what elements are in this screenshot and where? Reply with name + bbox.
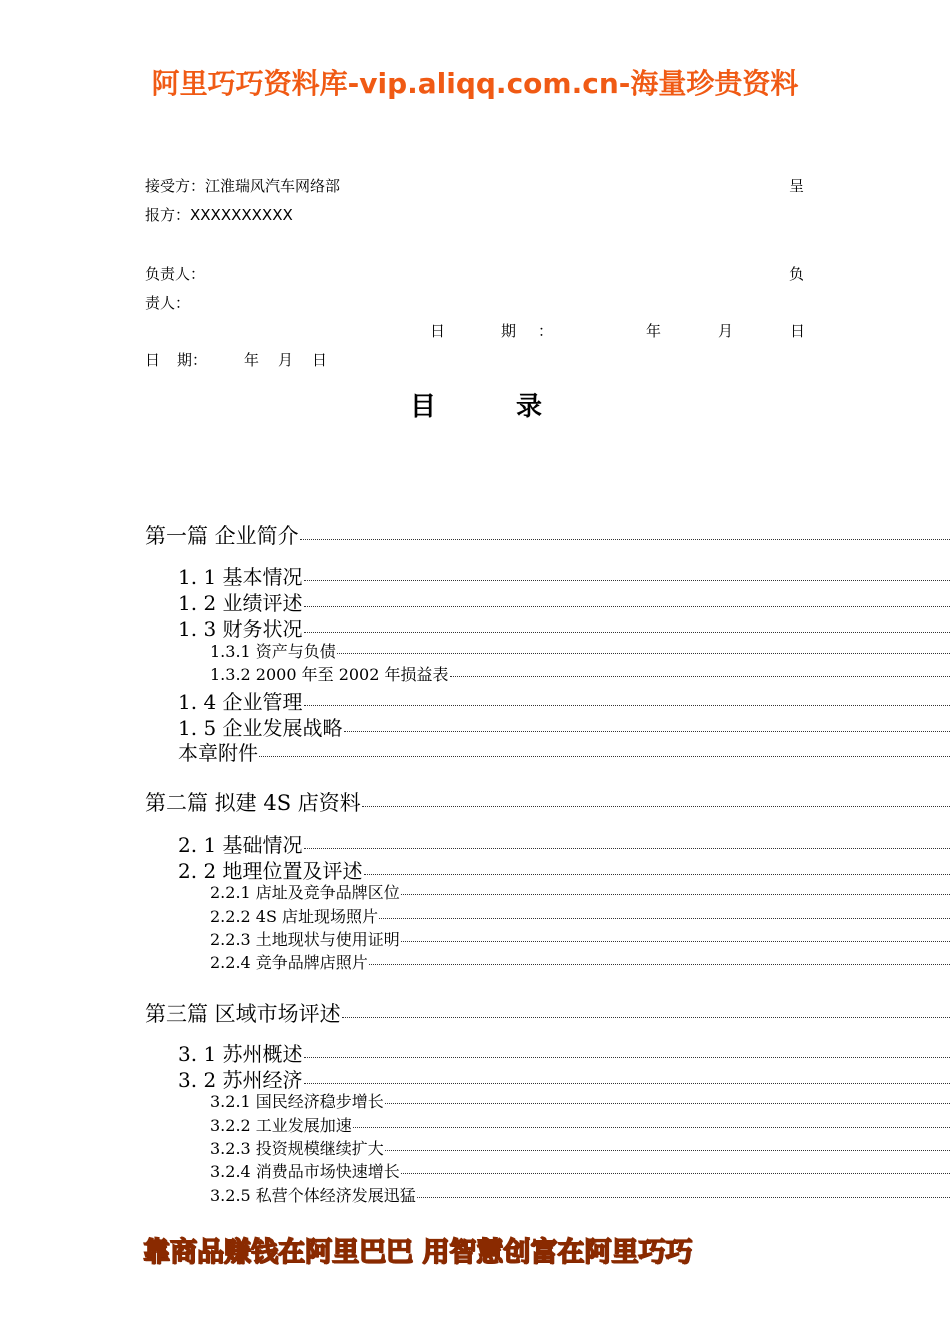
toc-entry-label: 1.3.2 2000 年至 2002 年损益表 (210, 665, 449, 684)
toc-entry[interactable] (210, 880, 950, 903)
toc-leader (304, 705, 950, 706)
toc-entry[interactable] (210, 662, 950, 685)
toc-leader (300, 539, 950, 540)
toc-leader (364, 874, 950, 875)
toc-leader (342, 1017, 950, 1018)
toc-entry[interactable] (210, 1089, 950, 1112)
toc-entry-label: 1. 3 财务状况 (178, 617, 303, 641)
date-ri: 日 (430, 322, 446, 340)
toc-entry-label: 1. 1 基本情况 (178, 565, 303, 589)
toc-entry-label: 2.2.3 土地现状与使用证明 (210, 930, 400, 949)
date-left-ri: 日 (145, 351, 161, 369)
submit-char: 呈 (789, 177, 805, 195)
date-left-ri2: 日 (312, 351, 328, 369)
toc-entry-label: 第二篇 拟建 4S 店资料 (145, 791, 361, 815)
toc-entry-label: 2.2.2 4S 店址现场照片 (210, 907, 379, 926)
toc-entry[interactable] (210, 1159, 950, 1182)
toc-entry[interactable] (178, 613, 950, 642)
toc-entry-label: 1.3.1 资产与负债 (210, 642, 336, 661)
toc-entry-label: 3.2.1 国民经济稳步增长 (210, 1092, 384, 1111)
toc-entry-label: 2.2.4 竞争品牌店照片 (210, 953, 368, 972)
date-qi: 期 (501, 322, 517, 340)
date-left-qi: 期： (177, 351, 208, 369)
toc-entry-label: 3. 1 苏州概述 (178, 1042, 303, 1066)
toc-leader (304, 1057, 950, 1058)
toc-leader (379, 918, 950, 919)
toc-title (410, 386, 542, 423)
person-char: 负 (789, 265, 805, 283)
recipient-line: 接受方：江淮瑞风汽车网络部 (145, 177, 341, 195)
toc-title-char-2: 录 (516, 392, 543, 422)
toc-entry-label: 3.2.3 投资规模继续扩大 (210, 1139, 384, 1158)
toc-entry[interactable] (210, 950, 950, 973)
toc-entry-label: 2.2.1 店址及竞争品牌区位 (210, 883, 400, 902)
date-colon: ： (538, 322, 554, 340)
toc-entry[interactable] (210, 639, 950, 662)
toc-entry-label: 3.2.2 工业发展加速 (210, 1116, 352, 1135)
bottom-banner: 靠商品赚钱在阿里巴巴 用智慧创富在阿里巧巧 (143, 1237, 693, 1268)
toc-entry[interactable] (145, 787, 950, 817)
toc-entry-label: 1. 2 业绩评述 (178, 591, 303, 615)
toc-leader (259, 756, 950, 757)
toc-leader (401, 1173, 950, 1174)
toc-entry[interactable] (210, 1136, 950, 1159)
toc-leader (401, 894, 950, 895)
toc-entry[interactable] (178, 1038, 950, 1067)
person-in-charge-label: 负责人： (145, 265, 206, 283)
toc-leader (385, 1150, 950, 1151)
toc-entry-label: 3.2.5 私营个体经济发展迅猛 (210, 1186, 416, 1205)
top-banner: 阿里巧巧资料库-vip.aliqq.com.cn-海量珍贵资料 (151, 67, 799, 100)
date-ri2: 日 (790, 322, 806, 340)
toc-leader (337, 653, 950, 654)
person-in-charge-cont: 责人： (145, 294, 191, 312)
toc-entry-label: 第三篇 区域市场评述 (145, 1002, 341, 1026)
toc-leader (353, 1127, 950, 1128)
toc-entry[interactable] (145, 998, 950, 1028)
toc-title-char-1: 目 (410, 392, 437, 422)
toc-entry-label: 1. 4 企业管理 (178, 690, 303, 714)
toc-entry[interactable] (178, 686, 950, 715)
toc-entry-label: 2. 2 地理位置及评述 (178, 859, 363, 883)
toc-entry[interactable] (210, 1113, 950, 1136)
toc-leader (417, 1197, 950, 1198)
toc-entry-label: 2. 1 基础情况 (178, 833, 303, 857)
toc-entry[interactable] (210, 1183, 950, 1206)
toc-entry-label: 第一篇 企业简介 (145, 524, 299, 548)
submitter-line: 报方：XXXXXXXXXX (145, 206, 293, 224)
toc-entry[interactable] (178, 561, 950, 590)
toc-entry-label: 本章附件 (178, 741, 258, 765)
toc-leader (369, 964, 950, 965)
toc-entry[interactable] (178, 587, 950, 616)
toc-leader (304, 632, 950, 633)
toc-leader (385, 1103, 950, 1104)
toc-entry-label: 3. 2 苏州经济 (178, 1068, 303, 1092)
toc-leader (304, 1083, 950, 1084)
toc-entry[interactable] (178, 737, 950, 766)
date-left-yue: 月 (278, 351, 294, 369)
toc-leader (304, 606, 950, 607)
toc-leader (304, 848, 950, 849)
date-left-nian: 年 (244, 351, 260, 369)
toc-leader (344, 731, 950, 732)
toc-entry[interactable] (210, 904, 950, 927)
date-nian: 年 (646, 322, 662, 340)
toc-entry[interactable] (210, 927, 950, 950)
toc-entry-label: 1. 5 企业发展战略 (178, 716, 343, 740)
toc-leader (401, 941, 950, 942)
toc-entry[interactable] (178, 829, 950, 858)
toc-entry[interactable] (145, 520, 950, 550)
toc-leader (304, 580, 950, 581)
toc-entry-label: 3.2.4 消费品市场快速增长 (210, 1162, 400, 1181)
toc-leader (362, 806, 950, 807)
toc-leader (450, 676, 950, 677)
date-yue: 月 (718, 322, 734, 340)
